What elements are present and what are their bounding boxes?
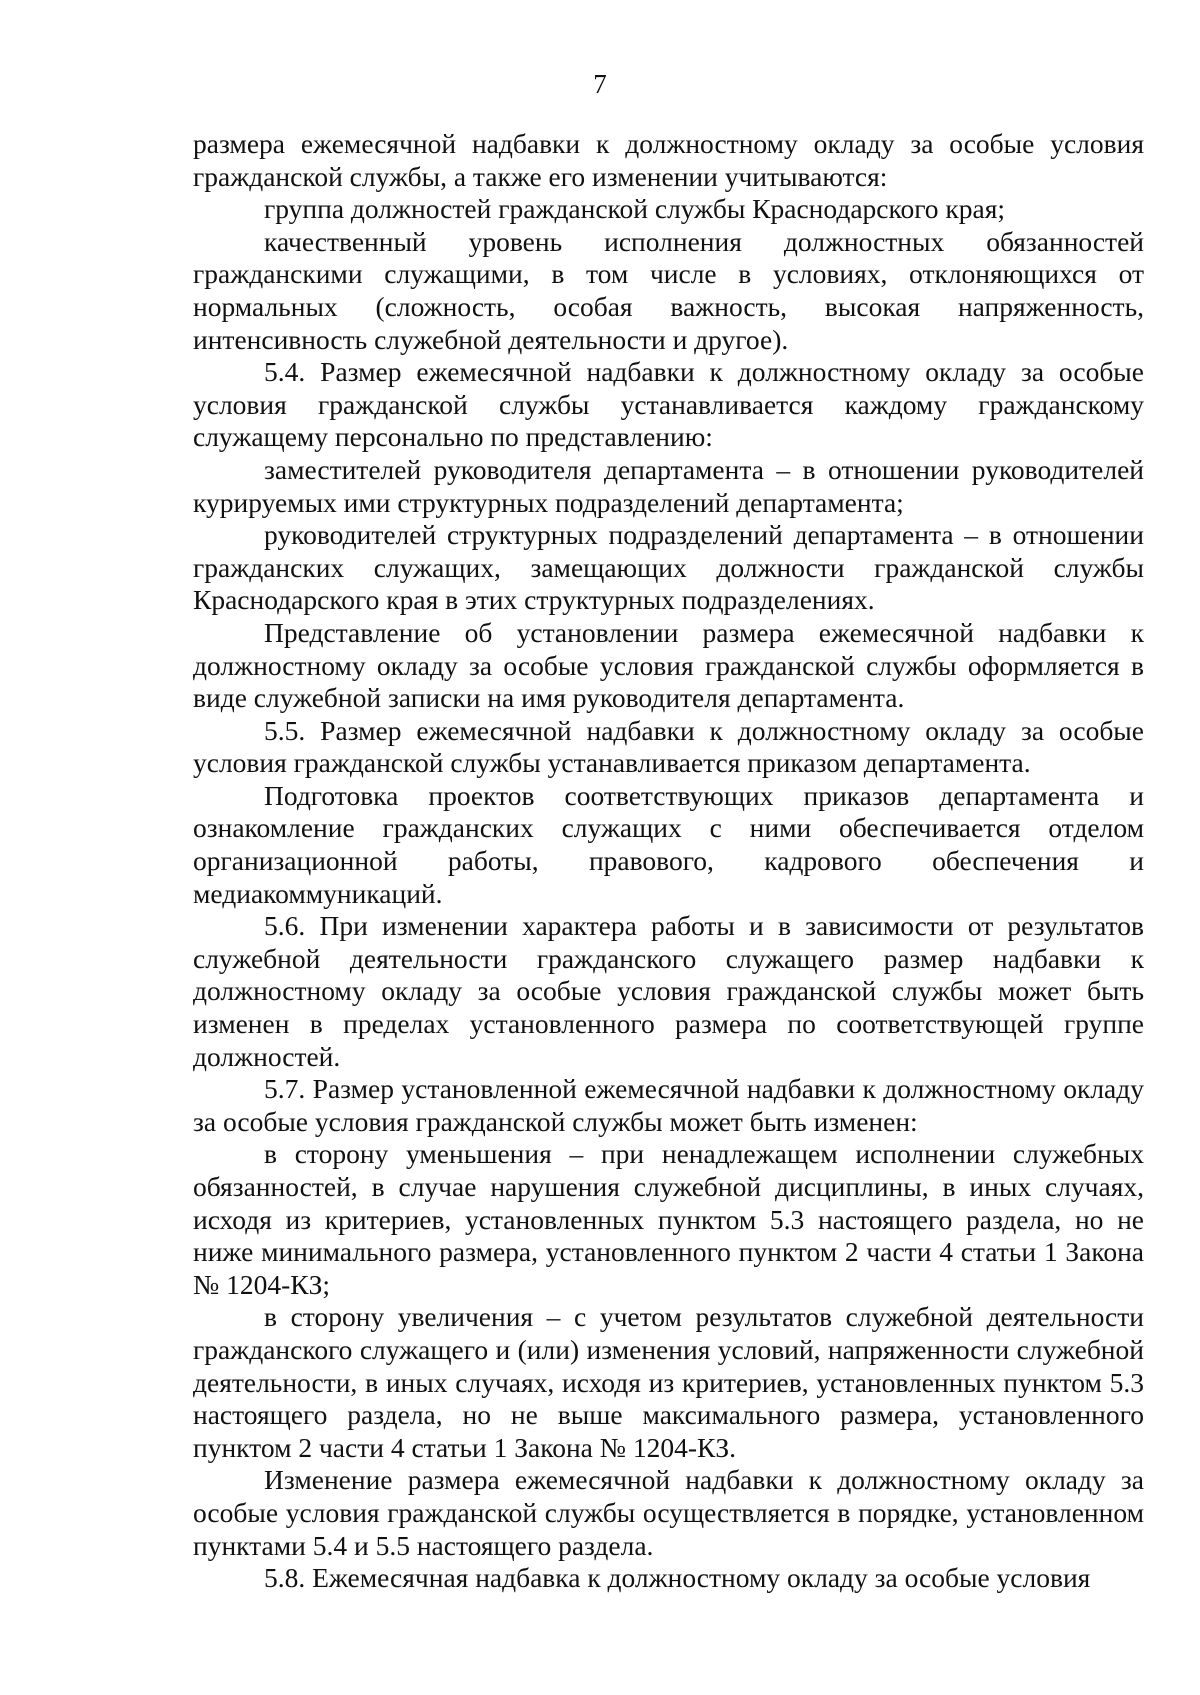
paragraph-change-procedure: Изменение размера ежемесячной надбавки к должностному окладу за особые условия гражданской службы осуществляется в порядке, установленном пунктами 5.4 и 5.5 настоящего раздела. — [193, 1464, 1144, 1561]
paragraph-preparation: Подготовка проектов соответствующих приказов департамента и ознакомление гражданских служащих с ними обеспечивается отделом организационной работы, правового, кадрового обеспечения и медиакоммуникаций. — [193, 779, 1144, 909]
paragraph-5-5: 5.5. Размер ежемесячной надбавки к должностному окладу за особые условия гражданской службы устанавливается приказом департамента. — [193, 714, 1144, 779]
document-body — [193, 128, 1144, 1595]
paragraph-continuation: размера ежемесячной надбавки к должностному окладу за особые условия гражданской службы, а также его изменении учитываются: — [193, 128, 1144, 192]
paragraph-quality-level: качественный уровень исполнения должностных обязанностей гражданскими служащими, в том числе в условиях, отклоняющихся от нормальных (сложность, особая важность, высокая напряженность, интенсивность служебной деятельности и другое). — [193, 225, 1144, 355]
paragraph-submission: Представление об установлении размера ежемесячной надбавки к должностному окладу за особые условия гражданской службы оформляется в виде служебной записки на имя руководителя департамента. — [193, 616, 1144, 714]
paragraph-5-7: 5.7. Размер установленной ежемесячной надбавки к должностному окладу за особые условия гражданской службы может быть изменен: — [193, 1073, 1144, 1137]
page-number: 7 — [593, 69, 607, 99]
paragraph-deputies: заместителей руководителя департамента – в отношении руководителей курируемых ими структурных подразделений департамента; — [193, 453, 1144, 518]
paragraph-increase: в сторону увеличения – с учетом результатов служебной деятельности гражданского служащего и (или) изменения условий, напряженности служебной деятельности, в иных случаях, исходя из критериев, установленных пунктом 5.3 настоящего раздела, но не выше максимального размера, установленного пунктом 2 части 4 статьи 1 Закона № 1204-КЗ. — [193, 1301, 1144, 1463]
paragraph-5-6: 5.6. При изменении характера работы и в зависимости от результатов служебной деятельности гражданского служащего размер надбавки к должностному окладу за особые условия гражданской службы может быть изменен в пределах установленного размера по соответствующей группе должностей. — [193, 910, 1144, 1072]
paragraph-position-group: группа должностей гражданской службы Краснодарского края; — [264, 193, 1006, 225]
paragraph-unit-heads: руководителей структурных подразделений департамента – в отношении гражданских служащих, замещающих должности гражданской службы Краснодарского края в этих структурных подразделениях. — [193, 519, 1144, 616]
paragraph-5-8: 5.8. Ежемесячная надбавка к должностному окладу за особые условия — [264, 1562, 1091, 1594]
paragraph-5-4: 5.4. Размер ежемесячной надбавки к должностному окладу за особые условия гражданской службы устанавливается каждому гражданскому служащему персонально по представлению: — [193, 356, 1144, 453]
paragraph-decrease: в сторону уменьшения – при ненадлежащем исполнении служебных обязанностей, в случае нарушения служебной дисциплины, в иных случаях, исходя из критериев, установленных пунктом 5.3 настоящего раздела, но не ниже минимального размера, установленного пунктом 2 части 4 статьи 1 Закона № 1204-КЗ; — [193, 1138, 1144, 1300]
